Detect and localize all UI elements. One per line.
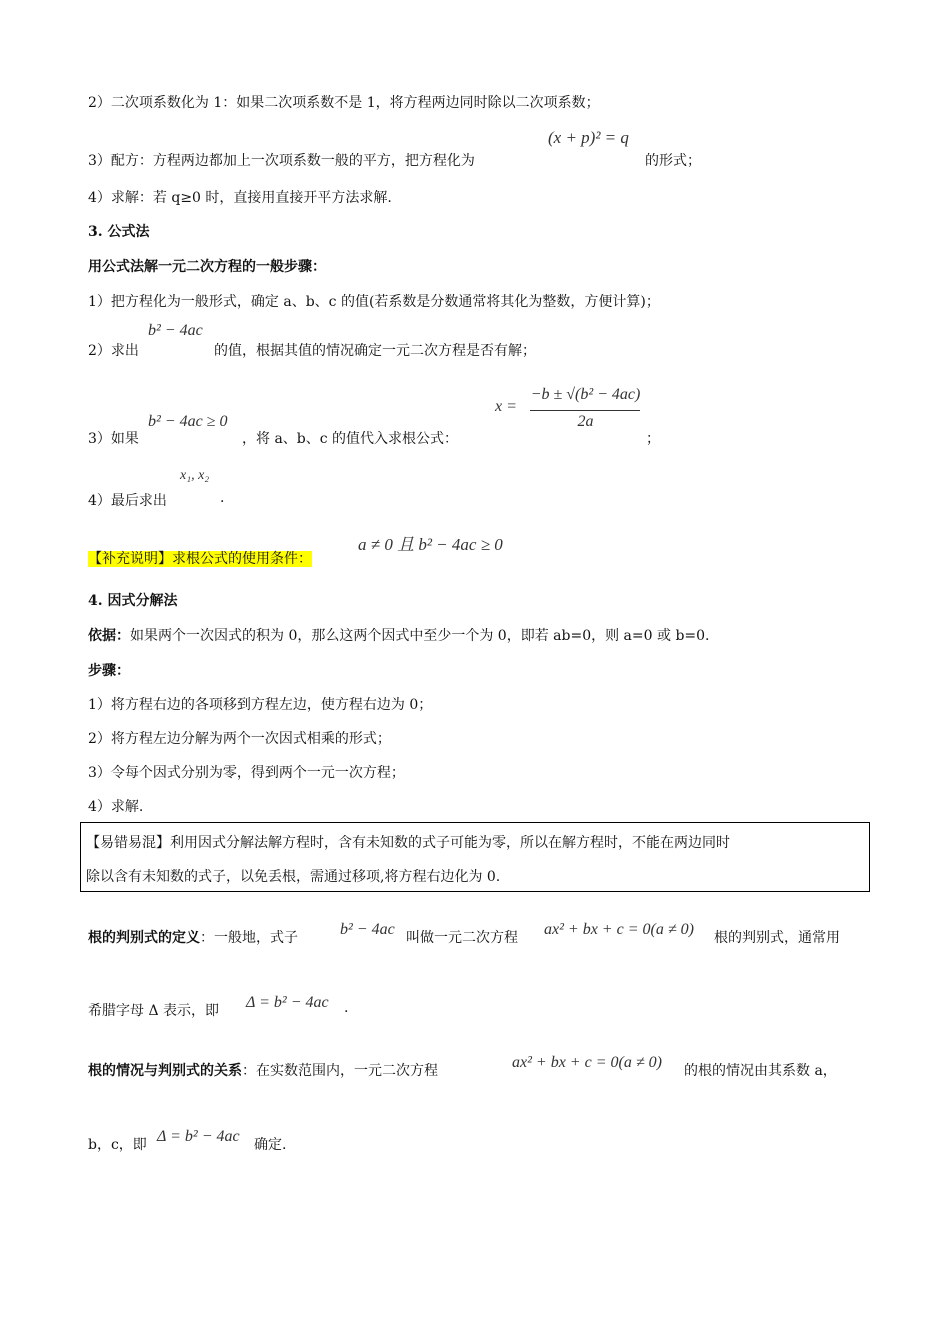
relation-label: 根的情况与判别式的关系 xyxy=(88,1063,242,1079)
factor-method-heading: 4. 因式分解法 xyxy=(88,593,178,609)
complete-square-formula: (x + p)² = q xyxy=(548,128,629,147)
discriminant-definition xyxy=(88,927,298,947)
basis-label: 依据： xyxy=(88,628,130,644)
formula-step-3-mid: ，将 a、b、c 的值代入求根公式： xyxy=(242,431,459,447)
formula-method-heading: 3. 公式法 xyxy=(88,224,150,240)
warning-line-2: 除以含有未知数的式子，以免丢根，需通过移项,将方程右边化为 0. xyxy=(86,869,501,885)
relation-line-2-post: 确定. xyxy=(254,1137,287,1153)
quadratic-formula-denominator: 2a xyxy=(577,413,594,430)
definition-colon: ：一般地，式子 xyxy=(200,930,298,946)
step-4-text: 4）求解：若 q≥0 时，直接用直接开平方法求解. xyxy=(88,190,392,206)
relation-delta-formula: Δ = b² − 4ac xyxy=(157,1128,240,1145)
roots-expression: x₁, x₂ xyxy=(180,468,210,483)
delta-formula: Δ = b² − 4ac xyxy=(246,994,329,1011)
definition-formula-1: b² − 4ac xyxy=(340,921,395,938)
relation-colon: ：在实数范围内，一元二次方程 xyxy=(242,1063,438,1079)
formula-step-3-post: ； xyxy=(646,431,660,447)
step-3-pre: 3）配方：方程两边都加上一次项系数一般的平方，把方程化为 xyxy=(88,153,475,169)
discriminant-condition: b² − 4ac ≥ 0 xyxy=(148,413,228,430)
factor-basis xyxy=(88,625,710,645)
supplement-label: 【补充说明】求根公式的使用条件： xyxy=(88,551,312,567)
quadratic-formula-bar xyxy=(530,410,640,411)
formula-step-2-post: 的值，根据其值的情况确定一元二次方程是否有解； xyxy=(214,343,536,359)
relation-post: 的根的情况由其系数 a， xyxy=(684,1063,837,1079)
step-3-post: 的形式； xyxy=(645,153,701,169)
factor-step-2: 2）将方程左边分解为两个一次因式相乘的形式； xyxy=(88,731,391,747)
relation-formula: ax² + bx + c = 0(a ≠ 0) xyxy=(512,1054,662,1071)
definition-post: 根的判别式，通常用 xyxy=(714,930,840,946)
definition-line-2-pre: 希腊字母 Δ 表示，即 xyxy=(88,1003,220,1019)
supplement-note xyxy=(88,548,312,568)
formula-step-4-post: . xyxy=(220,490,225,506)
factor-steps-label: 步骤： xyxy=(88,663,130,679)
step-3-text xyxy=(88,150,475,170)
basis-text: 如果两个一次因式的积为 0，那么这两个因式中至少一个为 0，即若 ab=0，则 a=0 或 b=0. xyxy=(130,628,710,644)
step-2-text: 2）二次项系数化为 1：如果二次项系数不是 1，将方程两边同时除以二次项系数； xyxy=(88,95,600,111)
relation-text xyxy=(88,1060,438,1080)
factor-step-3: 3）令每个因式分别为零，得到两个一元一次方程； xyxy=(88,765,405,781)
formula-step-3-pre: 3）如果 xyxy=(88,431,139,447)
definition-mid: 叫做一元二次方程 xyxy=(406,930,518,946)
factor-step-1: 1）将方程右边的各项移到方程左边，使方程右边为 0； xyxy=(88,697,433,713)
definition-label: 根的判别式的定义 xyxy=(88,930,200,946)
discriminant-expression: b² − 4ac xyxy=(148,322,203,339)
formula-step-1: 1）把方程化为一般形式，确定 a、b、c 的值(若系数是分数通常将其化为整数，方便计算)； xyxy=(88,294,660,310)
definition-formula-2: ax² + bx + c = 0(a ≠ 0) xyxy=(544,921,694,938)
formula-step-2-pre: 2）求出 xyxy=(88,343,139,359)
definition-line-2-post: . xyxy=(344,1000,349,1016)
factor-step-4: 4）求解. xyxy=(88,799,144,815)
formula-method-subheading: 用公式法解一元二次方程的一般步骤： xyxy=(88,259,326,275)
quadratic-formula-numerator: −b ± √(b² − 4ac) xyxy=(530,386,641,403)
supplement-formula: a ≠ 0 且 b² − 4ac ≥ 0 xyxy=(358,535,503,554)
relation-line-2-pre: b，c，即 xyxy=(88,1137,147,1153)
quadratic-formula-lhs: x = xyxy=(495,398,517,415)
formula-step-4-pre: 4）最后求出 xyxy=(88,493,167,509)
warning-line-1: 【易错易混】利用因式分解法解方程时，含有未知数的式子可能为零，所以在解方程时，不能在两边同时 xyxy=(86,835,730,851)
